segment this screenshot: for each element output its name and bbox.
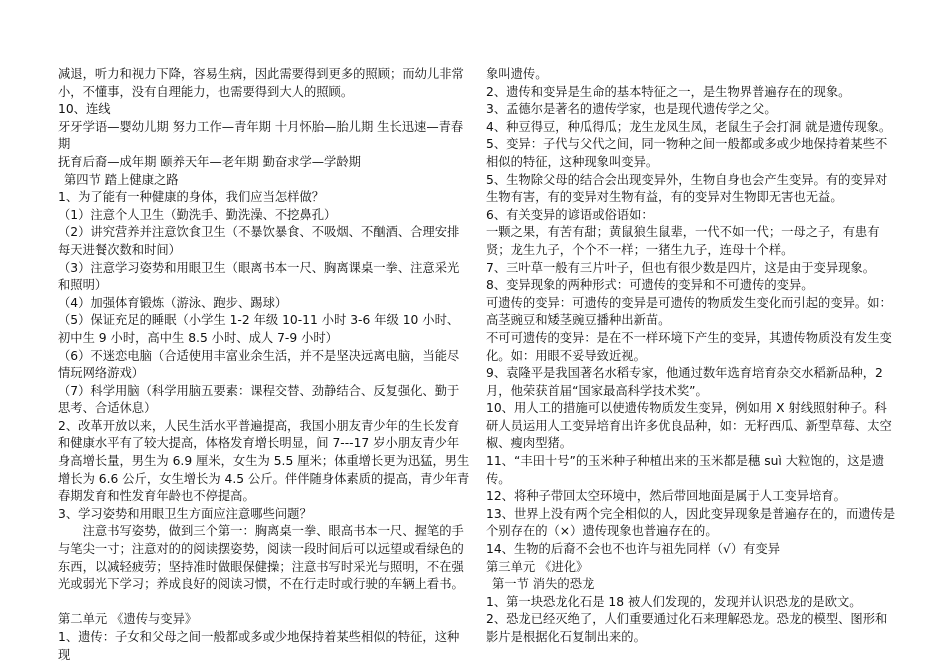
paragraph: 1、为了能有一种健康的身体，我们应当怎样做？ (58, 190, 325, 205)
paragraph: 3、孟德尔是著名的遗传学家，也是现代遗传学之父。 (486, 102, 777, 117)
right-column (486, 66, 898, 647)
list-item: （7）科学用脑（科学用脑五要素：课程交替、劲静结合、反复强化、勤于思考、合适休息） (58, 383, 460, 416)
unit-heading: 第三单元 《进化》 (486, 559, 589, 574)
paragraph: 4、种豆得豆，种瓜得瓜；龙生龙凤生凤，老鼠生子会打洞 就是遗传现象。 (486, 119, 892, 134)
paragraph: 6、有关变异的谚语或俗语如： (486, 207, 654, 222)
paragraph: 14、生物的后裔不会也不也许与祖先同样（√）有变异 (486, 542, 781, 557)
paragraph: 2、遗传和变异是生命的基本特征之一，是生物界普遍存在的现象。 (486, 84, 851, 99)
paragraph: 5、生物除父母的结合会出现变异外，生物自身也会产生变异。有的变异对生物有害，有的变异对生物有益，有的变异对生物即无害也无益。 (486, 172, 888, 205)
paragraph: 1、第一块恐龙化石是 18 被人们发现的，发现并认识恐龙的是欧文。 (486, 594, 862, 609)
paragraph: 13、世界上没有两个完全相似的人，因此变异现象是普遍存在的，而遗传是个别存在的（×）遗传现象也普遍存在的。 (486, 506, 896, 539)
list-item: （6）不迷恋电脑（合适使用丰富业余生活，并不是坚决远离电脑，当能尽情玩网络游戏） (58, 348, 460, 381)
paragraph: 10、连线 (58, 102, 111, 117)
paragraph: 可遗传的变异：可遗传的变异是可遗传的物质发生变化而引起的变异。如：高茎豌豆和矮茎豌豆播种出新苗。 (486, 295, 892, 328)
unit-heading: 第二单元 《遗传与变异》 (58, 612, 198, 627)
list-item: （5）保证充足的睡眠（小学生 1-2 年级 10-11 小时 3-6 年级 10 小时、初中生 9 小时，高中生 8.5 小时、成人 7-9 小时） (58, 313, 460, 345)
left-column (58, 66, 470, 664)
blank-line (58, 594, 470, 612)
list-item: （1）注意个人卫生（勤洗手、勤洗澡、不挖鼻孔） (58, 207, 337, 222)
paragraph: 1、遗传：子女和父母之间一般都或多或少地保持着某些相似的特征，这种现 (58, 630, 460, 662)
paragraph: 3、学习姿势和用眼卫生方面应注意哪些问题？ (58, 506, 312, 521)
paragraph: 5、变异：子代与父代之间，同一物种之间一般都或多或少地保持着某些不相似的特征，这种现象叫变异。 (486, 137, 888, 169)
section-heading: 第四节 踏上健康之路 (64, 172, 179, 187)
paragraph: 8、变异现象的两种形式：可遗传的变异和不可遗传的变异。 (486, 278, 814, 293)
list-item: （3）注意学习姿势和用眼卫生（眼离书本一尺、胸离课桌一拳、注意采光和照明） (58, 260, 460, 293)
paragraph: 9、袁隆平是我国著名水稻专家，他通过数年选育培育杂交水稻新品种，2月，他荣获首届“国家最高科学技术奖”。 (486, 366, 883, 398)
paragraph: 7、三叶草一般有三片叶子，但也有很少数是四片，这是由于变异现象。 (486, 260, 876, 275)
paragraph: 2、恐龙已经灭绝了，人们重要通过化石来理解恐龙。恐龙的模型、图形和影片是根据化石复制出来的。 (486, 612, 888, 644)
list-item: （2）讲究营养并注意饮食卫生（不暴饮暴食、不吸烟、不酗酒、合理安排每天进餐次数和时间） (58, 225, 460, 257)
list-item: （4）加强体育锻炼（游泳、跑步、踢球） (58, 295, 288, 310)
paragraph: 一颗之果，有苦有甜；黄鼠狼生鼠辈，一代不如一代；一母之子，有患有贤；龙生九子，个个不一样；一猪生九子，连母十个样。 (486, 225, 880, 257)
paragraph: 不可可遗传的变异：是在不一样环境下产生的变异，其遗传物质没有发生变化。如：用眼不妥导致近视。 (486, 330, 892, 363)
paragraph: 12、将种子带回太空环境中，然后带回地面是属于人工变异培育。 (486, 489, 846, 504)
paragraph: 2、改革开放以来，人民生活水平普遍提高，我国小朋友青少年的生长发育和健康水平有了较大提高，体格发育增长明显，间 7---17 岁小朋友青少年身高增长量，男生为 6.9 厘米，女生为 5.5 厘米；体重增长更为迅猛，男生增长为 6.6 公斤，女生增长为 4.5 公斤。伴伴随身体素质的提高，青少年青春期发育和性发育年龄也不停提高。 (58, 418, 470, 504)
section-heading: 第一节 消失的恐龙 (492, 577, 595, 592)
paragraph: 象叫遗传。 (486, 67, 548, 81)
paragraph: 注意书写姿势，做到三个第一：胸离桌一拳、眼高书本一尺、握笔的手与笔尖一寸；注意对的的阅读摆姿势，阅读一段时间后可以远望或看绿色的东西，以减轻疲劳；坚持准时做眼保健操；注意书写时采光与照明，不在强光或弱光下学习；养成良好的阅读习惯，不在行走时或行驶的车辆上看书。 (58, 524, 464, 592)
paragraph: 11、“丰田十号”的玉米种子种植出来的玉米都是穗 suì 大粒饱的，这是遗传。 (486, 454, 885, 486)
paragraph: 10、用人工的措施可以使遗传物质发生变异，例如用 X 射线照射种子。科研人员运用人工变异培育出许多优良品种，如：无籽西瓜、新型草莓、太空椒、瘦肉型猪。 (486, 401, 892, 451)
paragraph: 抚育后裔—成年期 颐养天年—老年期 勤奋求学—学龄期 (58, 154, 361, 169)
paragraph: 减退，听力和视力下降，容易生病，因此需要得到更多的照顾；而幼儿非常小，不懂事，没有自理能力，也需要得到大人的照顾。 (58, 67, 464, 99)
paragraph: 牙牙学语—婴幼儿期 努力工作—青年期 十月怀胎—胎儿期 生长迅速—青春期 (58, 119, 464, 152)
